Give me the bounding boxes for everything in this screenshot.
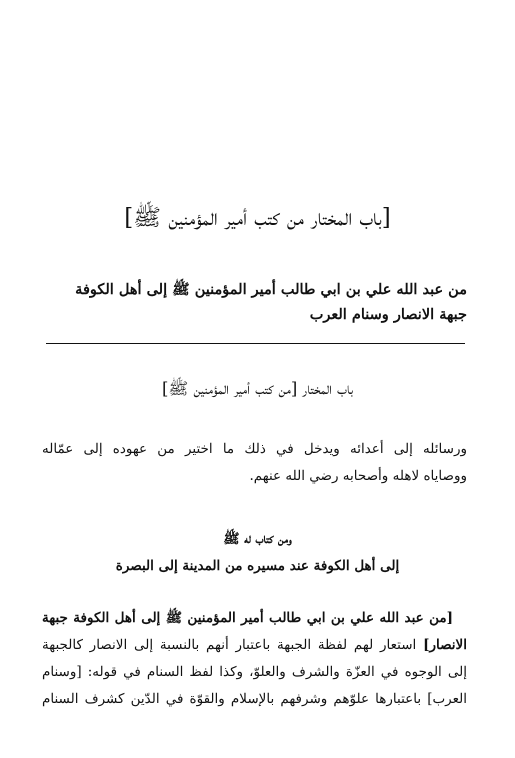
- intro-line-2: ووصاياه لاهله وأصحابه رضي الله عنهم.: [249, 468, 467, 484]
- intro-paragraph: [42, 436, 467, 490]
- commentary-line-2-text: استعار لهم لفظة الجبهة باعتبار أنهم بالنسبة إلى الانصار كالجبهة: [42, 637, 424, 653]
- commentary-line-2: [42, 632, 467, 659]
- section-divider: [46, 343, 465, 344]
- commentary-line-3: إلى الوجوه في العزّة والشرف والعلوّ، وكذا لفظ السنام في قوله: [وسنام: [42, 664, 467, 680]
- commentary-line-1: [42, 605, 467, 632]
- commentary-quote-start: [من عبد الله علي بن ابي طالب أمير المؤمنين ﷺ إلى أهل الكوفة جبهة: [42, 610, 453, 626]
- commentary-line-4: العرب] باعتبارها علوّهم وشرفهم بالإسلام والقوّة في الدّين كشرف السنام: [42, 691, 467, 707]
- letter-heading: [42, 277, 467, 327]
- commentary-quote-end: الانصار]: [423, 637, 467, 653]
- letter-heading-line-2: جبهة الانصار وسنام العرب: [309, 306, 467, 323]
- letter-caption-line-1: ومن كتاب له ﷺ: [223, 531, 292, 547]
- letter-caption: [40, 526, 475, 580]
- commentary-paragraph: [42, 605, 467, 713]
- chapter-title: [باب المختار من كتب أمير المؤمنين ﷺ]: [124, 205, 391, 231]
- letter-heading-line-1: من عبد الله علي بن ابي طالب أمير المؤمنين ﷺ إلى أهل الكوفة: [75, 281, 467, 298]
- letter-caption-line-2: إلى أهل الكوفة عند مسيره من المدينة إلى البصرة: [115, 558, 400, 574]
- section-heading: باب المختار [من كتب أمير المؤمنين ﷺ]: [161, 379, 354, 398]
- intro-line-1: ورسائله إلى أعدائه ويدخل في ذلك ما اختير من عهوده إلى عمّاله: [42, 441, 467, 457]
